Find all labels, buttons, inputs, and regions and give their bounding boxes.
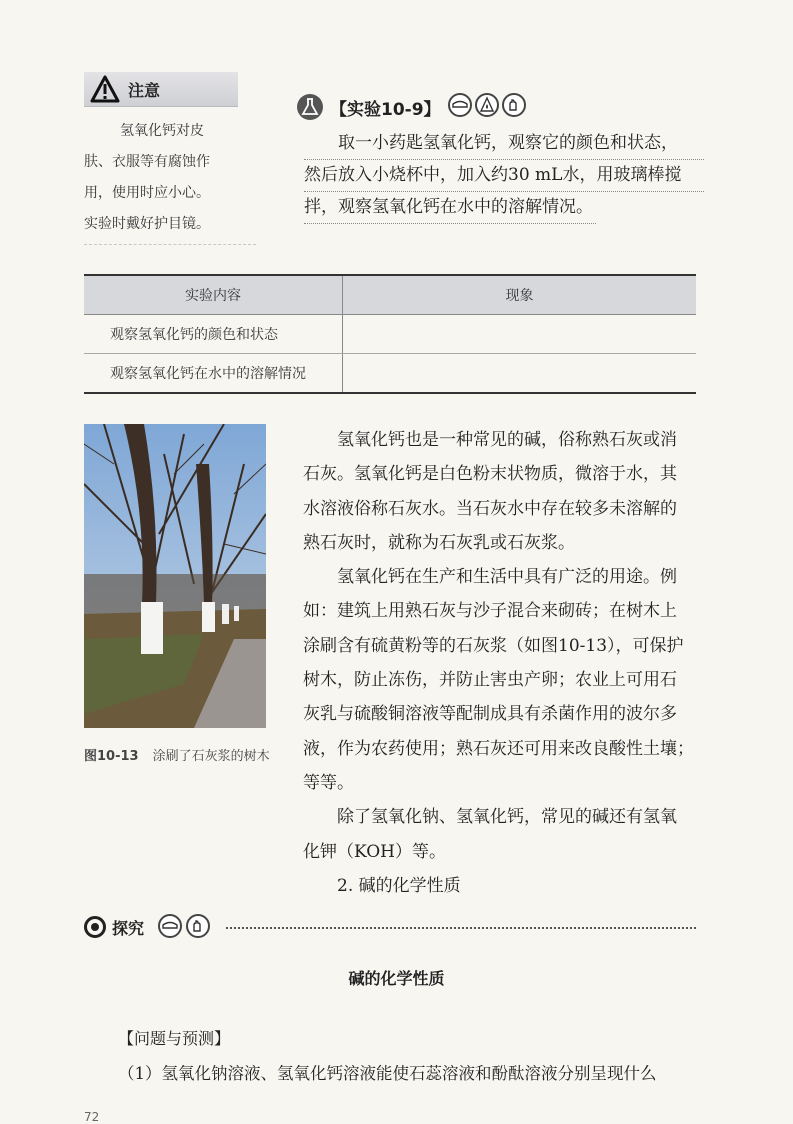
body-line: 涂刷含有硫黄粉等的石灰浆（如图10-13），可保护	[303, 635, 684, 656]
table-cell: 观察氢氧化钙在水中的溶解情况	[84, 354, 343, 394]
table-row	[84, 315, 696, 354]
body-line: 液，作为农药使用；熟石灰还可用来改良酸性土壤；	[303, 738, 694, 759]
hand-wash-icon	[186, 914, 210, 938]
explore-divider	[226, 927, 696, 929]
body-line: 化钾（KOH）等。	[303, 841, 447, 862]
table-cell: 观察氢氧化钙的颜色和状态	[84, 315, 343, 354]
flame-icon	[475, 93, 499, 117]
experiment-line: 然后放入小烧杯中，加入约30 mL水，用玻璃棒搅	[304, 160, 704, 192]
body-line: 等等。	[303, 772, 354, 793]
table-cell	[343, 354, 697, 394]
body-line: 灰乳与硫酸铜溶液等配制成具有杀菌作用的波尔多	[303, 704, 677, 725]
hand-wash-icon	[502, 93, 526, 117]
body-line: 水溶液俗称石灰水。当石灰水中存在较多未溶解的	[303, 498, 677, 519]
caution-line: 用，使用时应小心。	[84, 185, 210, 201]
goggles-icon	[158, 914, 182, 938]
section-title: 碱的化学性质	[348, 969, 445, 988]
figure-caption	[84, 745, 270, 764]
observation-table	[84, 274, 696, 394]
experiment-text	[304, 128, 704, 224]
page-number: 72	[84, 1110, 100, 1124]
caution-title: 注意	[128, 81, 161, 100]
warning-icon	[90, 75, 120, 103]
explore-label: 探究	[112, 919, 145, 938]
body-line: 氢氧化钙在生产和生活中具有广泛的用途。例	[337, 567, 677, 588]
body-line: 除了氢氧化钠、氢氧化钙，常见的碱还有氢氧	[337, 807, 677, 828]
table-header: 实验内容	[84, 275, 343, 315]
body-line: 熟石灰时，就称为石灰乳或石灰浆。	[303, 532, 575, 553]
body-line: 氢氧化钙也是一种常见的碱，俗称熟石灰或消	[337, 430, 677, 450]
table-cell	[343, 315, 697, 354]
safety-icons	[448, 93, 526, 117]
body-line: 如：建筑上用熟石灰与沙子混合来砌砖；在树木上	[303, 601, 677, 622]
table-header: 现象	[343, 275, 697, 315]
caution-text	[84, 116, 236, 240]
caution-divider	[84, 244, 256, 245]
whitewashed-trees-photo	[84, 424, 266, 728]
question-1: （1）氢氧化钠溶液、氢氧化钙溶液能使石蕊溶液和酚酞溶液分别呈现什么	[118, 1064, 657, 1083]
caution-line: 实验时戴好护目镜。	[84, 216, 210, 232]
table-row	[84, 354, 696, 394]
caution-header	[84, 72, 238, 107]
figure-caption-text: 涂刷了石灰浆的树木	[152, 749, 270, 764]
question-heading: 【问题与预测】	[118, 1029, 231, 1048]
explore-safety-icons	[158, 914, 210, 938]
explore-icon	[84, 916, 106, 938]
experiment-line: 取一小药匙氢氧化钙，观察它的颜色和状态，	[304, 128, 704, 160]
experiment-line: 拌，观察氢氧化钙在水中的溶解情况。	[304, 192, 596, 224]
flask-icon	[296, 93, 324, 121]
body-line: 树木，防止冻伤，并防止害虫产卵；农业上可用石	[303, 670, 677, 691]
body-line: 石灰。氢氧化钙是白色粉末状物质，微溶于水，其	[303, 464, 677, 485]
figure-number: 图10-13	[84, 749, 139, 764]
subsection-heading: 2. 碱的化学性质	[337, 875, 461, 896]
goggles-icon	[448, 93, 472, 117]
caution-line: 肤、衣服等有腐蚀作	[84, 154, 210, 170]
caution-line: 氢氧化钙对皮	[120, 123, 204, 139]
body-text	[303, 423, 703, 903]
experiment-title: 【实验10-9】	[330, 100, 441, 120]
